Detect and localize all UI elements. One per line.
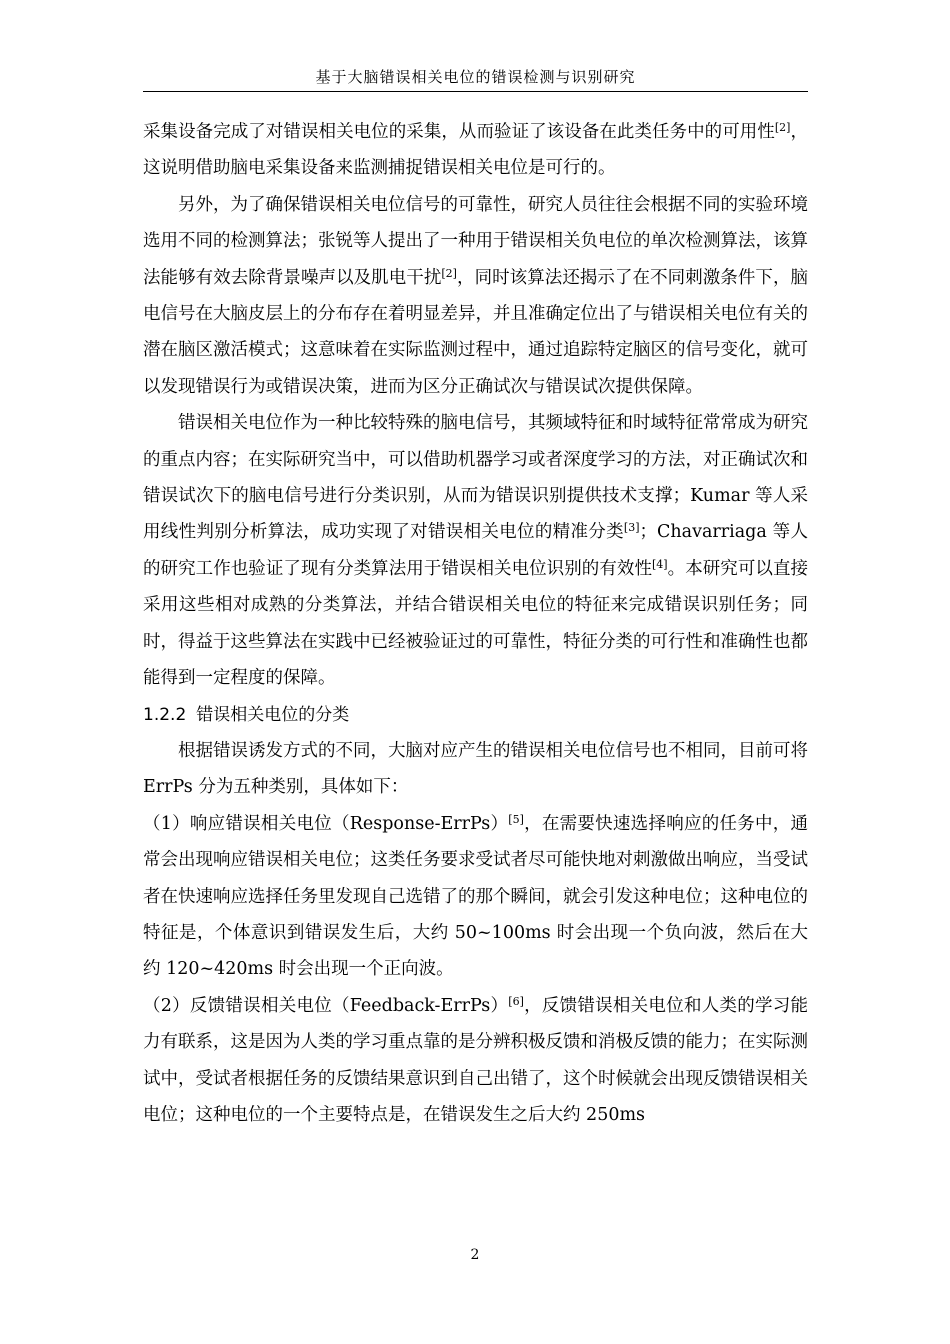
paragraph-1-text-b: ，这说明借助脑电采集设备来监测捕捉错误相关电位是可行的。 [143,122,809,179]
paragraph-1 [143,114,808,187]
citation-ref: [5] [508,812,524,826]
paragraph-4: 根据错误诱发方式的不同，大脑对应产生的错误相关电位信号也不相同，目前可将 ErrPs 分为五种类别，具体如下： [143,740,808,798]
header-rule [143,91,808,92]
paragraph-2 [143,187,808,405]
paragraph-3-text-c: 。本研究可以直接采用这些相对成熟的分类算法，并结合错误相关电位的特征来完成错误识别任务；同时，得益于这些算法在实践中已经被验证过的可靠性，特征分类的可行性和准确性也都能得到一定程度的保障。 [143,558,809,689]
page-body [143,114,808,1133]
citation-ref: [4] [652,557,668,571]
list-item-2 [143,988,808,1134]
paragraph-2-text-b: ，同时该算法还揭示了在不同刺激条件下，脑电信号在大脑皮层上的分布存在着明显差异，并且准确定位出了与错误相关电位有关的潜在脑区激活模式；这意味着在实际监测过程中，通过追踪特定脑区的信号变化，就可以发现错误行为或错误决策，进而为区分正确试次与错误试次提供保障。 [143,267,808,397]
citation-ref: [6] [508,994,524,1008]
paragraph-3-text-a: 错误相关电位作为一种比较特殊的脑电信号，其频域特征和时域特征常常成为研究的重点内容；在实际研究当中，可以借助机器学习或者深度学习的方法，对正确试次和错误试次下的脑电信号进行分类识别，从而为错误识别提供技术支撑；Kumar 等人采用线性判别分析算法，成功实现了对错误相关电位的精准分类 [143,413,808,543]
page-number: 2 [470,1247,480,1263]
citation-ref: [2] [441,266,457,280]
section-heading [143,697,808,733]
paragraph-2-text-a: 另外，为了确保错误相关电位信号的可靠性，研究人员往往会根据不同的实验环境选用不同的检测算法；张锐等人提出了一种用于错误相关负电位的单次检测算法，该算法能够有效去除背景噪声以及肌电干扰 [143,194,808,288]
section-title: 错误相关电位的分类 [196,704,350,725]
list-item-1-text-a: （1）响应错误相关电位（Response-ErrPs） [143,813,509,834]
running-header: 基于大脑错误相关电位的错误检测与识别研究 [315,68,636,86]
list-item-1-text-b: ，在需要快速选择响应的任务中，通常会出现响应错误相关电位；这类任务要求受试者尽可能快地对刺激做出响应，当受试者在快速响应选择任务里发现自己选错了的那个瞬间，就会引发这种电位；这种电位的特征是，个体意识到错误发生后，大约 50~100ms 时会出现一个负向波，然后在大约 120~420ms 时会出现一个正向波。 [143,813,808,980]
list-item-2-text-b: ，反馈错误相关电位和人类的学习能力有联系，这是因为人类的学习重点靠的是分辨积极反馈和消极反馈的能力；在实际测试中，受试者根据任务的反馈结果意识到自己出错了，这个时候就会出现反馈错误相关电位；这种电位的一个主要特点是，在错误发生之后大约 250ms [143,995,808,1125]
list-item-2-text-a: （2）反馈错误相关电位（Feedback-ErrPs） [143,995,509,1016]
citation-ref: [3] [623,521,640,535]
list-item-1 [143,806,808,988]
paragraph-3 [143,405,808,696]
paragraph-1-text-a: 采集设备完成了对错误相关电位的采集，从而验证了该设备在此类任务中的可用性 [143,122,775,142]
citation-ref: [2] [774,120,791,134]
section-number: 1.2.2 [143,704,187,725]
paragraph-3-text-b: ；Chavarriaga 等人的研究工作也验证了现有分类算法用于错误相关电位识别的有效性 [143,522,808,579]
